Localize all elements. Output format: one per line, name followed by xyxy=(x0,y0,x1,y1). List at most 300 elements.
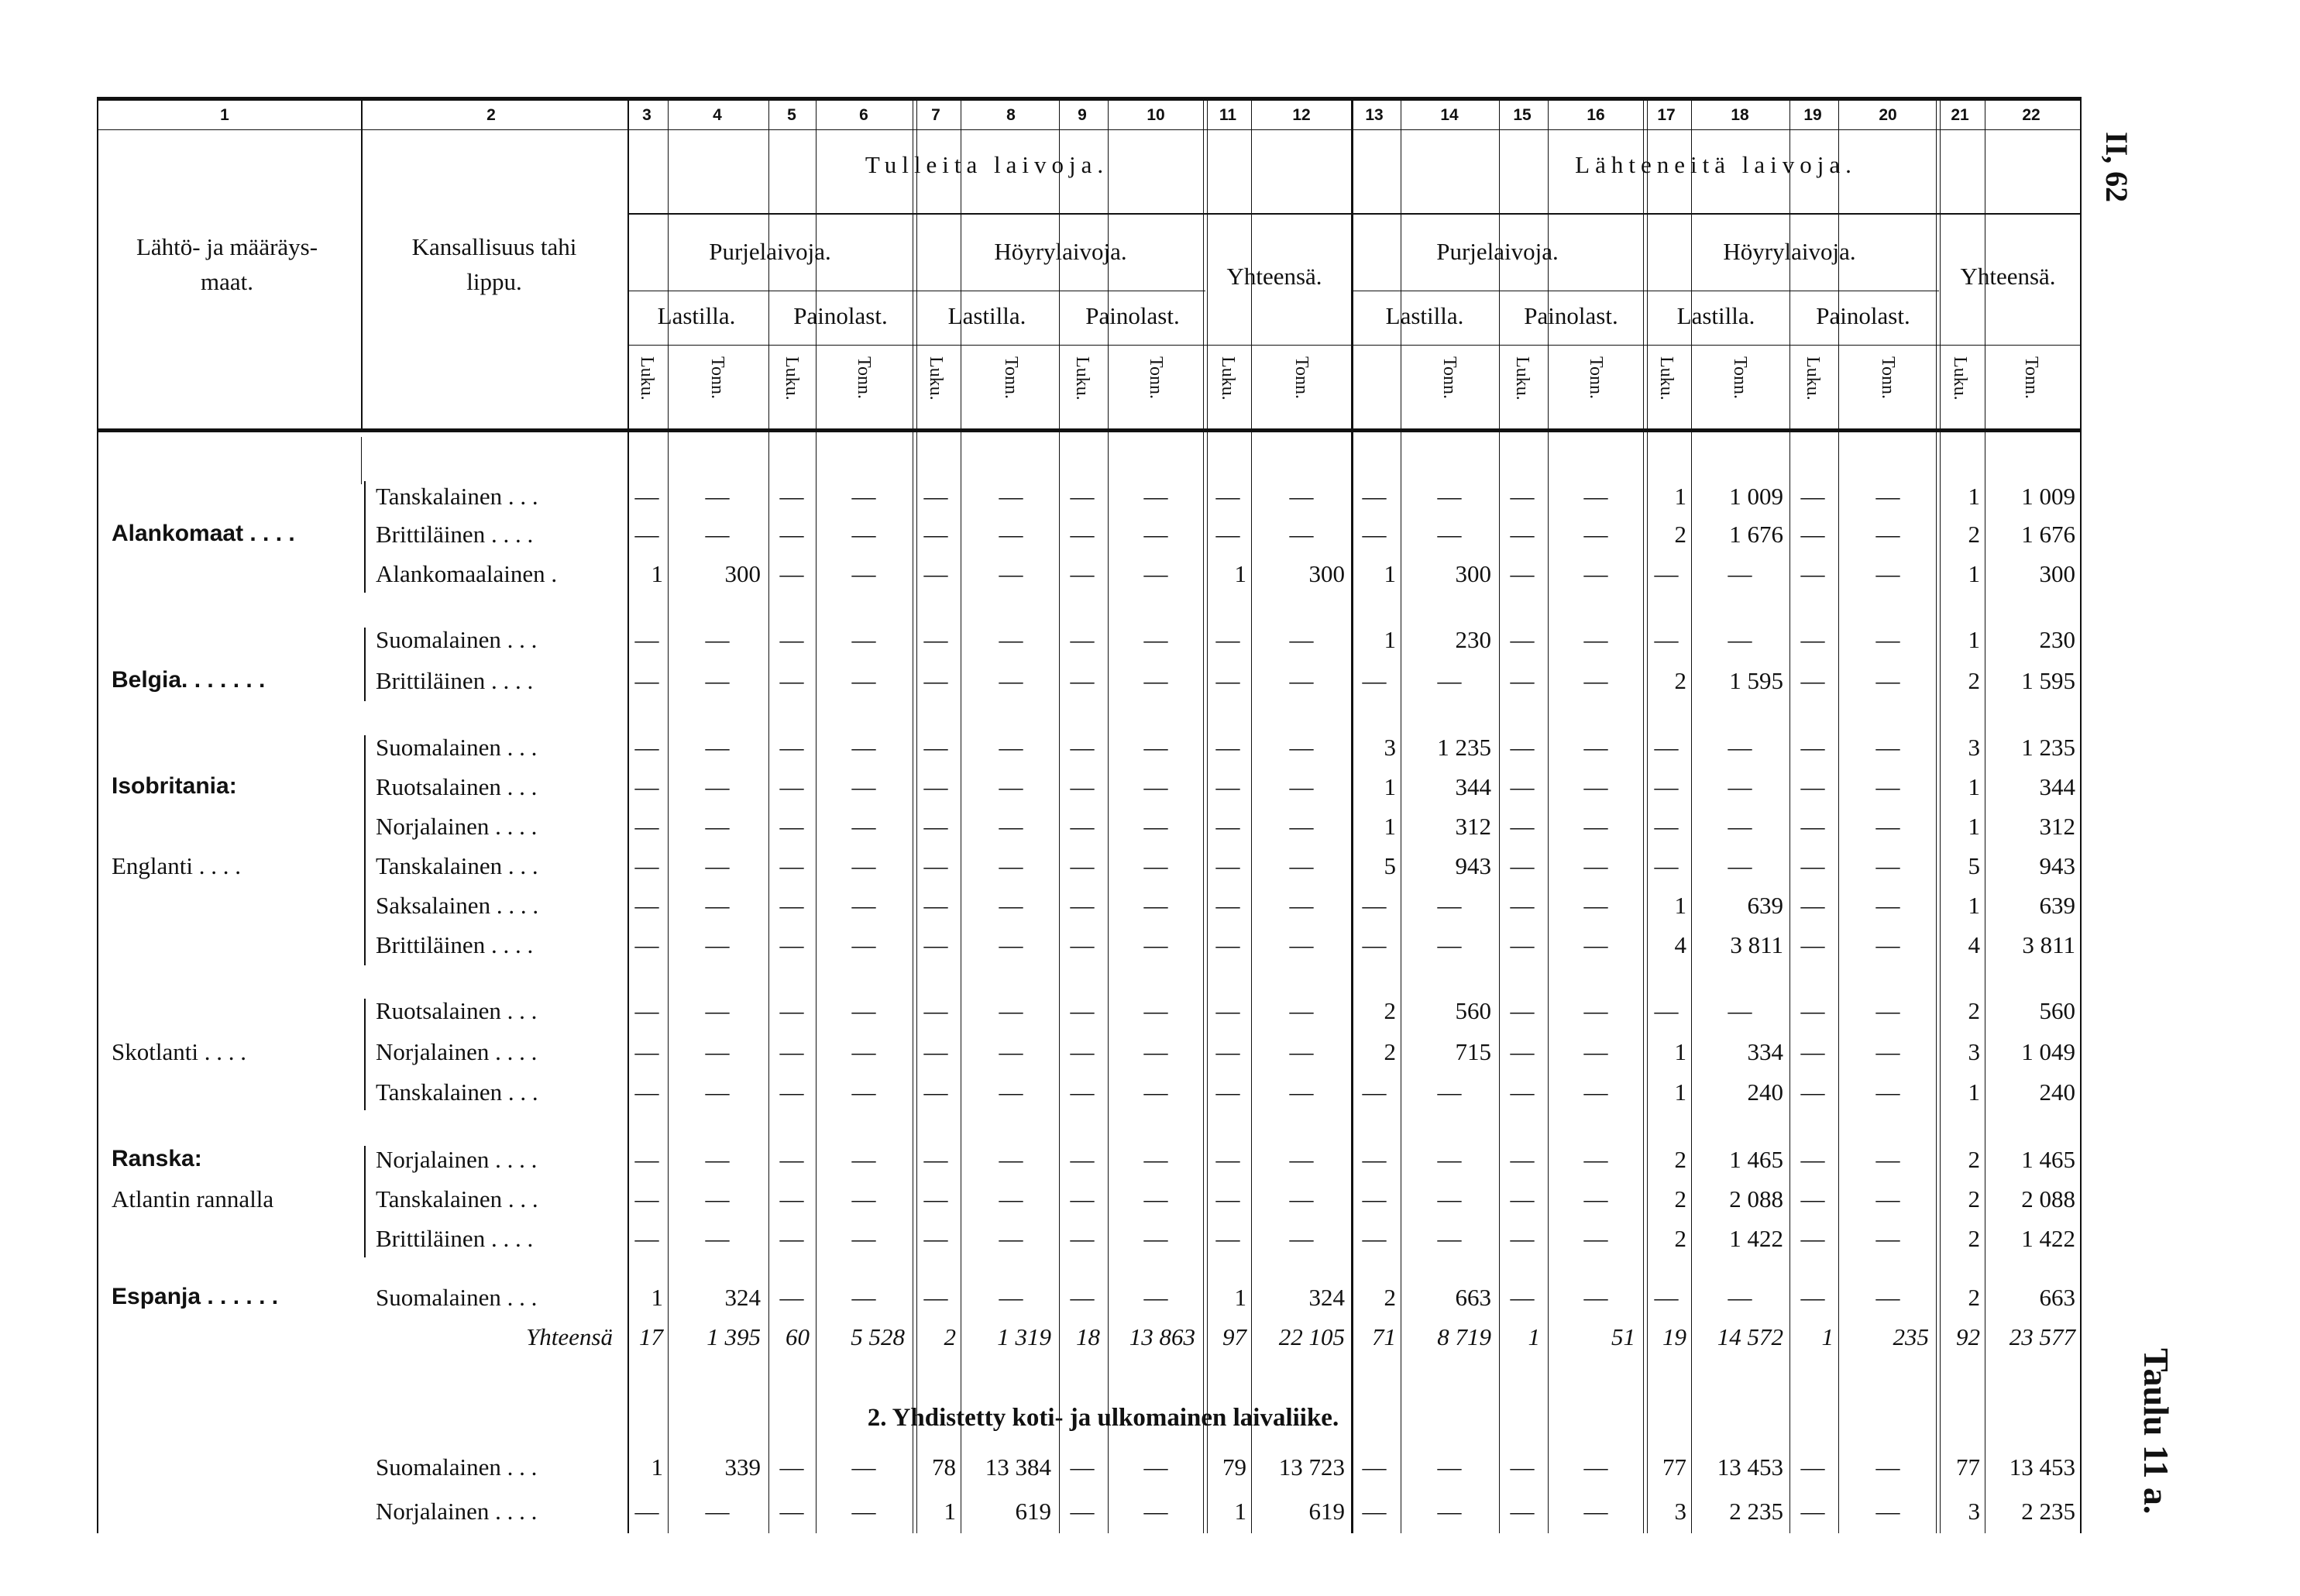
cell-rows-15-22: 2 088 xyxy=(2021,1185,2075,1212)
count-label-7: Luku. xyxy=(1950,356,1970,401)
cell-rows-9-12: — xyxy=(1289,892,1314,919)
cell-rows-9-9: — xyxy=(1070,892,1095,919)
column-number-14: 14 xyxy=(1440,106,1459,124)
sail-subheader-2: Purjelaivoja. xyxy=(1436,238,1559,265)
cell-section2.rows-0-22: 13 453 xyxy=(2009,1453,2075,1481)
cell-rows-7-22: 312 xyxy=(2039,813,2075,840)
cell-rows-8-6: — xyxy=(851,852,876,879)
cell-rows-3-11: — xyxy=(1215,626,1240,653)
cell-rows-15-16: — xyxy=(1583,1185,1608,1212)
cell-rows-7-21: 1 xyxy=(1968,813,1980,840)
cell-rows-9-17: 1 xyxy=(1674,892,1686,919)
cell-rows-15-21: 2 xyxy=(1968,1185,1980,1212)
column-number-18: 18 xyxy=(1731,106,1749,124)
count-label-0: Luku. xyxy=(637,356,657,401)
laden-header-4: Lastilla. xyxy=(1385,302,1464,329)
cell-rows-17-13: 2 xyxy=(1384,1284,1396,1311)
cell-rows-14-13: — xyxy=(1362,1146,1387,1173)
cell-rows-18-15: 1 xyxy=(1528,1323,1540,1350)
cell-rows-16-21: 2 xyxy=(1968,1225,1980,1252)
cell-rows-8-18: — xyxy=(1728,852,1752,879)
cell-rows-1-4: — xyxy=(705,521,730,548)
cell-rows-7-11: — xyxy=(1215,813,1240,840)
cell-rows-17-10: — xyxy=(1143,1284,1168,1311)
cell-rows-9-18: 639 xyxy=(1747,892,1783,919)
cell-rows-16-8: — xyxy=(999,1225,1023,1252)
cell-section2.rows-1-22: 2 235 xyxy=(2021,1498,2075,1525)
cell-rows-4-8: — xyxy=(999,667,1023,694)
cell-rows-3-17: — xyxy=(1654,626,1679,653)
cell-section2.rows-0-14: — xyxy=(1437,1453,1462,1481)
cell-rows-12-14: 715 xyxy=(1455,1038,1491,1065)
double-rule-a-2 xyxy=(1643,97,1644,1533)
tons-label-9: Tonn. xyxy=(2021,356,2041,399)
cell-rows-17-17: — xyxy=(1654,1284,1679,1311)
cell-rows-11-15: — xyxy=(1510,997,1535,1024)
cell-rows-18-9: 18 xyxy=(1076,1323,1100,1350)
double-rule-b-1 xyxy=(1207,97,1208,1533)
cell-rows-17-6: — xyxy=(851,1284,876,1311)
arrived-group-title: Tulleita laivoja. xyxy=(865,151,1109,178)
column-number-4: 4 xyxy=(713,106,722,124)
nationality-label-2: Alankomaalainen . xyxy=(376,560,558,587)
cell-rows-1-17: 2 xyxy=(1674,521,1686,548)
cell-rows-12-18: 334 xyxy=(1747,1038,1783,1065)
steam-subheader-3: Höyrylaivoja. xyxy=(1723,238,1856,265)
cell-rows-8-19: — xyxy=(1800,852,1825,879)
cell-rows-15-14: — xyxy=(1437,1185,1462,1212)
cell-rows-6-21: 1 xyxy=(1968,773,1980,800)
cell-rows-13-11: — xyxy=(1215,1078,1240,1106)
ballast-header-7: Painolast. xyxy=(1816,302,1910,329)
column-number-9: 9 xyxy=(1078,106,1087,124)
cell-rows-16-11: — xyxy=(1215,1225,1240,1252)
cell-rows-9-19: — xyxy=(1800,892,1825,919)
cell-rows-18-18: 14 572 xyxy=(1717,1323,1783,1350)
cell-rows-12-15: — xyxy=(1510,1038,1535,1065)
country-label-8: Englanti . . . . xyxy=(112,852,242,879)
cell-rows-16-16: — xyxy=(1583,1225,1608,1252)
total-subheader-1: Yhteensä. xyxy=(1960,263,2056,290)
cell-rows-11-10: — xyxy=(1143,997,1168,1024)
cell-section2.rows-0-13: — xyxy=(1362,1453,1387,1481)
cell-section2.rows-1-5: — xyxy=(779,1498,804,1525)
cell-section2.rows-1-20: — xyxy=(1875,1498,1900,1525)
double-rule-b-3 xyxy=(1940,97,1941,1533)
cell-rows-7-12: — xyxy=(1289,813,1314,840)
cell-rows-0-14: — xyxy=(1437,483,1462,510)
column-number-20: 20 xyxy=(1879,106,1897,124)
cell-rows-9-5: — xyxy=(779,892,804,919)
cell-section2.rows-1-11: 1 xyxy=(1234,1498,1246,1525)
cell-rows-7-13: 1 xyxy=(1384,813,1396,840)
cell-rows-18-20: 235 xyxy=(1893,1323,1929,1350)
cell-rows-10-9: — xyxy=(1070,931,1095,958)
cell-rows-17-18: — xyxy=(1728,1284,1752,1311)
nationality-label-0: Tanskalainen . . . xyxy=(376,483,538,510)
cell-rows-5-4: — xyxy=(705,734,730,761)
cell-rows-17-14: 663 xyxy=(1455,1284,1491,1311)
cell-rows-6-12: — xyxy=(1289,773,1314,800)
cell-rows-8-13: 5 xyxy=(1384,852,1396,879)
cell-rows-0-9: — xyxy=(1070,483,1095,510)
cell-rows-10-15: — xyxy=(1510,931,1535,958)
cell-rows-12-21: 3 xyxy=(1968,1038,1980,1065)
cell-rows-16-3: — xyxy=(634,1225,659,1252)
cell-rows-12-7: — xyxy=(923,1038,948,1065)
country-label-6: Isobritania: xyxy=(112,773,237,799)
cell-rows-1-20: — xyxy=(1875,521,1900,548)
cell-section2.rows-1-14: — xyxy=(1437,1498,1462,1525)
cell-rows-4-14: — xyxy=(1437,667,1462,694)
cell-rows-13-14: — xyxy=(1437,1078,1462,1106)
count-label-8: Luku. xyxy=(1512,356,1532,401)
cell-rows-15-20: — xyxy=(1875,1185,1900,1212)
cell-rows-8-16: — xyxy=(1583,852,1608,879)
steam-subheader-1: Höyrylaivoja. xyxy=(994,238,1127,265)
cell-rows-4-10: — xyxy=(1143,667,1168,694)
country-label-15: Atlantin rannalla xyxy=(112,1185,274,1212)
column-number-11: 11 xyxy=(1219,106,1237,124)
cell-rows-17-8: — xyxy=(999,1284,1023,1311)
cell-rows-14-18: 1 465 xyxy=(1729,1146,1783,1173)
cell-rows-1-18: 1 676 xyxy=(1729,521,1783,548)
cell-rows-8-9: — xyxy=(1070,852,1095,879)
cell-rows-12-9: — xyxy=(1070,1038,1095,1065)
cell-rows-17-22: 663 xyxy=(2039,1284,2075,1311)
cell-rows-11-19: — xyxy=(1800,997,1825,1024)
colnum-rule-left xyxy=(97,129,627,130)
cell-rows-18-10: 13 863 xyxy=(1129,1323,1195,1350)
cell-rows-3-9: — xyxy=(1070,626,1095,653)
cell-rows-13-18: 240 xyxy=(1747,1078,1783,1106)
cell-section2.rows-0-3: 1 xyxy=(651,1453,663,1481)
cell-rows-17-7: — xyxy=(923,1284,948,1311)
arrive-depart-rule xyxy=(1351,97,1353,1533)
cell-rows-15-15: — xyxy=(1510,1185,1535,1212)
cell-rows-11-22: 560 xyxy=(2039,997,2075,1024)
count-label-6: Luku. xyxy=(1803,356,1823,401)
cell-rows-1-19: — xyxy=(1800,521,1825,548)
cell-section2.rows-0-11: 79 xyxy=(1222,1453,1246,1481)
cell-rows-0-4: — xyxy=(705,483,730,510)
cell-rows-9-20: — xyxy=(1875,892,1900,919)
column-number-15: 15 xyxy=(1513,106,1532,124)
cell-rows-13-22: 240 xyxy=(2039,1078,2075,1106)
cell-rows-14-14: — xyxy=(1437,1146,1462,1173)
cell-rows-9-13: — xyxy=(1362,892,1387,919)
ballast-header-3: Painolast. xyxy=(1085,302,1180,329)
cell-rows-17-5: — xyxy=(779,1284,804,1311)
cell-section2.rows-0-8: 13 384 xyxy=(985,1453,1051,1481)
cell-rows-10-5: — xyxy=(779,931,804,958)
cell-rows-11-12: — xyxy=(1289,997,1314,1024)
double-rule-a-1 xyxy=(1203,97,1204,1533)
cell-section2.rows-1-17: 3 xyxy=(1674,1498,1686,1525)
nationality-label-4: Brittiläinen . . . . xyxy=(376,667,534,694)
cell-rows-13-17: 1 xyxy=(1674,1078,1686,1106)
cell-rows-18-11: 97 xyxy=(1222,1323,1246,1350)
cell-rows-7-6: — xyxy=(851,813,876,840)
cell-rows-13-19: — xyxy=(1800,1078,1825,1106)
cell-section2.rows-0-4: 339 xyxy=(724,1453,761,1481)
cell-rows-13-8: — xyxy=(999,1078,1023,1106)
cell-rows-14-21: 2 xyxy=(1968,1146,1980,1173)
cell-rows-18-7: 2 xyxy=(944,1323,956,1350)
cell-rows-14-11: — xyxy=(1215,1146,1240,1173)
cell-rows-7-19: — xyxy=(1800,813,1825,840)
group-brace-4 xyxy=(364,1146,366,1257)
cell-section2.rows-0-6: — xyxy=(851,1453,876,1481)
cell-rows-13-9: — xyxy=(1070,1078,1095,1106)
nationality-label-12: Norjalainen . . . . xyxy=(376,1038,538,1065)
col-rule-11 xyxy=(1789,97,1790,1533)
top-thick-rule xyxy=(97,97,2080,101)
cell-rows-6-11: — xyxy=(1215,773,1240,800)
cell-rows-10-22: 3 811 xyxy=(2022,931,2075,958)
cell-rows-4-18: 1 595 xyxy=(1729,667,1783,694)
cell-rows-0-11: — xyxy=(1215,483,1240,510)
laden-header-6: Lastilla. xyxy=(1676,302,1755,329)
cell-rows-2-11: 1 xyxy=(1234,560,1246,587)
cell-section2.rows-1-9: — xyxy=(1070,1498,1095,1525)
unit-rule xyxy=(627,345,2080,346)
cell-rows-6-10: — xyxy=(1143,773,1168,800)
cell-rows-0-20: — xyxy=(1875,483,1900,510)
cell-rows-5-7: — xyxy=(923,734,948,761)
cell-rows-12-16: — xyxy=(1583,1038,1608,1065)
cell-rows-3-13: 1 xyxy=(1384,626,1396,653)
cell-section2.rows-1-13: — xyxy=(1362,1498,1387,1525)
cell-rows-2-17: — xyxy=(1654,560,1679,587)
cell-rows-12-13: 2 xyxy=(1384,1038,1396,1065)
cell-rows-3-5: — xyxy=(779,626,804,653)
cell-rows-13-16: — xyxy=(1583,1078,1608,1106)
cell-rows-6-18: — xyxy=(1728,773,1752,800)
cell-rows-12-22: 1 049 xyxy=(2021,1038,2075,1065)
cell-section2.rows-0-10: — xyxy=(1143,1453,1168,1481)
cell-rows-2-10: — xyxy=(1143,560,1168,587)
cell-rows-17-20: — xyxy=(1875,1284,1900,1311)
col-rule-1 xyxy=(768,97,769,1533)
sail-subheader-0: Purjelaivoja. xyxy=(709,238,831,265)
cell-rows-5-6: — xyxy=(851,734,876,761)
cell-rows-3-18: — xyxy=(1728,626,1752,653)
cell-rows-5-21: 3 xyxy=(1968,734,1980,761)
cell-rows-11-20: — xyxy=(1875,997,1900,1024)
column-number-2: 2 xyxy=(486,106,496,124)
cell-rows-2-18: — xyxy=(1728,560,1752,587)
cell-rows-6-5: — xyxy=(779,773,804,800)
cell-rows-5-20: — xyxy=(1875,734,1900,761)
cell-rows-14-10: — xyxy=(1143,1146,1168,1173)
country-label-14: Ranska: xyxy=(112,1146,202,1171)
cell-rows-9-3: — xyxy=(634,892,659,919)
cell-rows-14-5: — xyxy=(779,1146,804,1173)
cell-rows-4-12: — xyxy=(1289,667,1314,694)
cell-rows-15-7: — xyxy=(923,1185,948,1212)
cell-rows-17-21: 2 xyxy=(1968,1284,1980,1311)
nationality-label-3: Suomalainen . . . xyxy=(376,626,538,653)
cell-rows-17-19: — xyxy=(1800,1284,1825,1311)
cell-rows-6-15: — xyxy=(1510,773,1535,800)
tons-label-2: Tonn. xyxy=(1001,356,1021,399)
cell-rows-6-13: 1 xyxy=(1384,773,1396,800)
column-number-3: 3 xyxy=(642,106,651,124)
cell-rows-9-22: 639 xyxy=(2039,892,2075,919)
cell-rows-7-15: — xyxy=(1510,813,1535,840)
cell-rows-6-4: — xyxy=(705,773,730,800)
cell-rows-8-7: — xyxy=(923,852,948,879)
cell-rows-13-4: — xyxy=(705,1078,730,1106)
nationality-label-6: Ruotsalainen . . . xyxy=(376,773,538,800)
cell-rows-16-9: — xyxy=(1070,1225,1095,1252)
cell-rows-0-7: — xyxy=(923,483,948,510)
cell-rows-1-3: — xyxy=(634,521,659,548)
cell-rows-3-20: — xyxy=(1875,626,1900,653)
cell-rows-8-8: — xyxy=(999,852,1023,879)
cell-rows-8-17: — xyxy=(1654,852,1679,879)
cell-rows-0-13: — xyxy=(1362,483,1387,510)
cell-rows-10-3: — xyxy=(634,931,659,958)
nationality-label-17: Suomalainen . . . xyxy=(376,1284,538,1311)
cell-section2.rows-1-7: 1 xyxy=(944,1498,956,1525)
cell-rows-4-22: 1 595 xyxy=(2021,667,2075,694)
departed-group-title: Lähteneitä laivoja. xyxy=(1575,151,1857,178)
cell-rows-1-8: — xyxy=(999,521,1023,548)
col2-header-line2: lippu. xyxy=(466,268,522,295)
country-label-1: Alankomaat . . . . xyxy=(112,521,295,546)
cell-rows-0-18: 1 009 xyxy=(1729,483,1783,510)
cell-rows-13-21: 1 xyxy=(1968,1078,1980,1106)
cell-rows-2-9: — xyxy=(1070,560,1095,587)
cell-rows-2-14: 300 xyxy=(1455,560,1491,587)
cell-rows-13-7: — xyxy=(923,1078,948,1106)
cell-rows-5-22: 1 235 xyxy=(2021,734,2075,761)
cell-rows-6-7: — xyxy=(923,773,948,800)
cell-rows-10-19: — xyxy=(1800,931,1825,958)
col2-rule xyxy=(627,97,629,1533)
nationality-label-15: Tanskalainen . . . xyxy=(376,1185,538,1212)
cell-rows-1-11: — xyxy=(1215,521,1240,548)
cell-rows-11-9: — xyxy=(1070,997,1095,1024)
count-label-2: Luku. xyxy=(926,356,946,401)
cell-section2.rows-0-18: 13 453 xyxy=(1717,1453,1783,1481)
cell-rows-3-3: — xyxy=(634,626,659,653)
cell-rows-9-4: — xyxy=(705,892,730,919)
cell-rows-0-5: — xyxy=(779,483,804,510)
cell-rows-14-16: — xyxy=(1583,1146,1608,1173)
cell-rows-7-20: — xyxy=(1875,813,1900,840)
cell-rows-4-11: — xyxy=(1215,667,1240,694)
column-number-5: 5 xyxy=(787,106,796,124)
cell-rows-2-12: 300 xyxy=(1308,560,1345,587)
cell-rows-9-15: — xyxy=(1510,892,1535,919)
cell-rows-11-8: — xyxy=(999,997,1023,1024)
header-bottom-rule xyxy=(97,428,2080,432)
cell-rows-16-6: — xyxy=(851,1225,876,1252)
cell-rows-8-22: 943 xyxy=(2039,852,2075,879)
cell-rows-2-5: — xyxy=(779,560,804,587)
cell-rows-18-21: 92 xyxy=(1956,1323,1980,1350)
cell-rows-12-4: — xyxy=(705,1038,730,1065)
cell-rows-16-20: — xyxy=(1875,1225,1900,1252)
cell-rows-3-22: 230 xyxy=(2039,626,2075,653)
cell-rows-8-12: — xyxy=(1289,852,1314,879)
cell-rows-1-6: — xyxy=(851,521,876,548)
tons-label-1: Tonn. xyxy=(854,356,874,399)
cell-rows-7-14: 312 xyxy=(1455,813,1491,840)
cell-rows-14-17: 2 xyxy=(1674,1146,1686,1173)
country-label-12: Skotlanti . . . . xyxy=(112,1038,246,1065)
cell-rows-3-14: 230 xyxy=(1455,626,1491,653)
cell-rows-13-10: — xyxy=(1143,1078,1168,1106)
cell-rows-9-7: — xyxy=(923,892,948,919)
cell-rows-14-9: — xyxy=(1070,1146,1095,1173)
cell-rows-12-12: — xyxy=(1289,1038,1314,1065)
cell-rows-8-20: — xyxy=(1875,852,1900,879)
cell-section2.rows-0-16: — xyxy=(1583,1453,1608,1481)
cell-rows-10-14: — xyxy=(1437,931,1462,958)
cell-rows-5-18: — xyxy=(1728,734,1752,761)
cell-rows-16-22: 1 422 xyxy=(2021,1225,2075,1252)
cell-rows-13-12: — xyxy=(1289,1078,1314,1106)
cell-rows-15-11: — xyxy=(1215,1185,1240,1212)
cell-section2.rows-1-10: — xyxy=(1143,1498,1168,1525)
cell-rows-8-14: 943 xyxy=(1455,852,1491,879)
cell-rows-18-3: 17 xyxy=(639,1323,663,1350)
cell-rows-16-19: — xyxy=(1800,1225,1825,1252)
cell-rows-3-7: — xyxy=(923,626,948,653)
country-label-4: Belgia. . . . . . . xyxy=(112,667,266,693)
cell-rows-1-22: 1 676 xyxy=(2021,521,2075,548)
cell-rows-15-4: — xyxy=(705,1185,730,1212)
cell-rows-0-10: — xyxy=(1143,483,1168,510)
cell-rows-2-22: 300 xyxy=(2039,560,2075,587)
cell-rows-13-13: — xyxy=(1362,1078,1387,1106)
cell-rows-11-21: 2 xyxy=(1968,997,1980,1024)
cell-section2.rows-0-20: — xyxy=(1875,1453,1900,1481)
cell-rows-8-3: — xyxy=(634,852,659,879)
cell-rows-18-14: 8 719 xyxy=(1437,1323,1491,1350)
right-frame-rule xyxy=(2080,97,2082,1533)
cell-rows-4-15: — xyxy=(1510,667,1535,694)
cell-rows-3-19: — xyxy=(1800,626,1825,653)
cell-rows-11-13: 2 xyxy=(1384,997,1396,1024)
cell-rows-12-17: 1 xyxy=(1674,1038,1686,1065)
ballast-header-1: Painolast. xyxy=(793,302,888,329)
cell-rows-11-6: — xyxy=(851,997,876,1024)
cell-rows-16-17: 2 xyxy=(1674,1225,1686,1252)
column-number-8: 8 xyxy=(1006,106,1016,124)
cell-rows-15-12: — xyxy=(1289,1185,1314,1212)
cell-section2.rows-1-16: — xyxy=(1583,1498,1608,1525)
col-rule-6 xyxy=(1251,97,1252,1533)
cell-section2.rows-0-17: 77 xyxy=(1662,1453,1686,1481)
cell-rows-17-12: 324 xyxy=(1308,1284,1345,1311)
cell-rows-7-7: — xyxy=(923,813,948,840)
cell-rows-4-21: 2 xyxy=(1968,667,1980,694)
cell-rows-1-15: — xyxy=(1510,521,1535,548)
cell-rows-18-6: 5 528 xyxy=(851,1323,905,1350)
cell-rows-5-17: — xyxy=(1654,734,1679,761)
cell-rows-7-5: — xyxy=(779,813,804,840)
cell-rows-8-5: — xyxy=(779,852,804,879)
cell-rows-7-10: — xyxy=(1143,813,1168,840)
cell-rows-13-6: — xyxy=(851,1078,876,1106)
cell-rows-5-3: — xyxy=(634,734,659,761)
column-number-7: 7 xyxy=(931,106,940,124)
